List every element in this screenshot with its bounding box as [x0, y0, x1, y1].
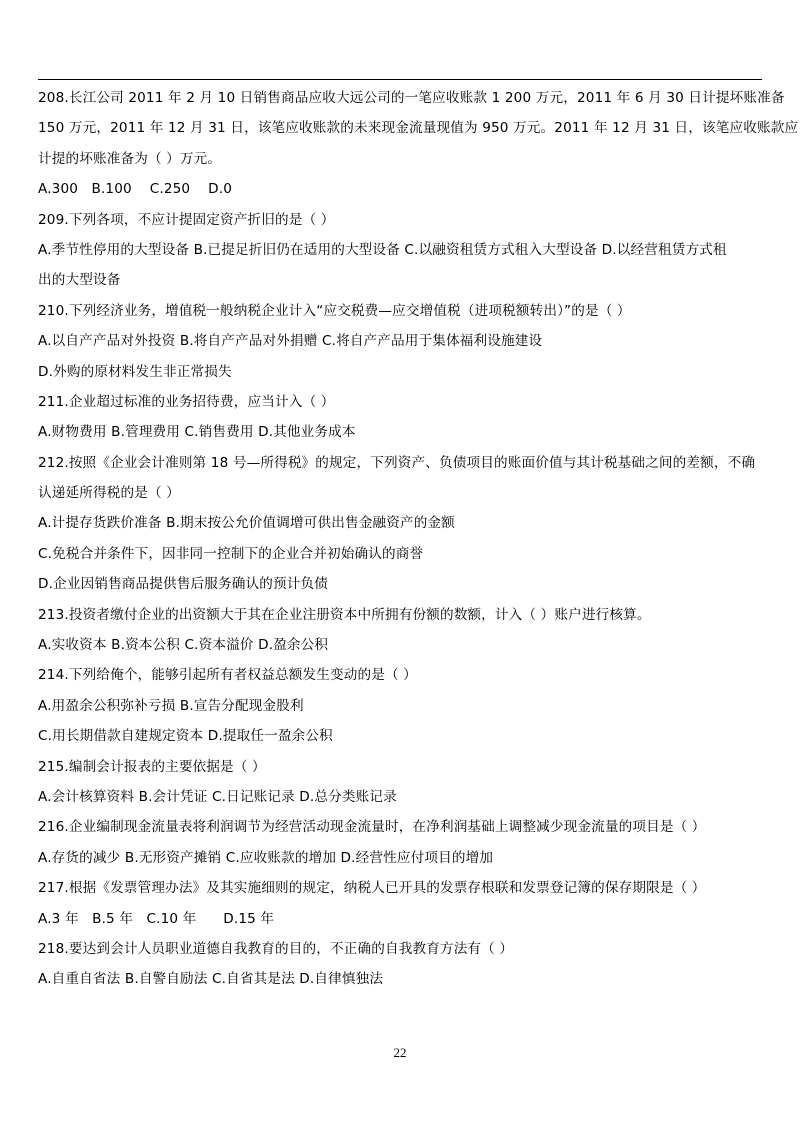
q214-stem: 214.下列给俺个，能够引起所有者权益总额发生变动的是（ ） — [38, 667, 417, 684]
q210-options-line-2: D.外购的原材料发生非正常损失 — [38, 363, 232, 380]
q218-options: A.自重自省法 B.自警自励法 C.自省其是法 D.自律慎独法 — [38, 971, 384, 988]
page-number: 22 — [393, 1045, 407, 1060]
q217-stem: 217.根据《发票管理办法》及其实施细则的规定，纳税人已开具的发票存根联和发票登记簿的保存期限是（ ） — [38, 880, 706, 897]
q216-stem: 216.企业编制现金流量表将利润调节为经营活动现金流量时，在净利润基础上调整减少现金流量的项目是（ ） — [38, 819, 706, 836]
q208-options: A.300 B.100 C.250 D.0 — [38, 181, 232, 198]
q212-options-line-3: D.企业因销售商品提供售后服务确认的预计负债 — [38, 576, 328, 593]
q213-options: A.实收资本 B.资本公积 C.资本溢价 D.盈余公积 — [38, 637, 329, 654]
q209-options-line-1: A.季节性停用的大型设备 B.已提足折旧仍在适用的大型设备 C.以融资租赁方式租入大型设备 D.以经营租赁方式租 — [38, 241, 727, 258]
q212-options-line-1: A.计提存货跌价准备 B.期末按公允价值调增可供出售金融资产的金额 — [38, 515, 455, 532]
q210-stem: 210.下列经济业务，增值税一般纳税企业计入“应交税费—应交增值税（进项税额转出）”的是（ ） — [38, 302, 631, 319]
question-list — [38, 83, 799, 995]
q209-stem: 209.下列各项，不应计提固定资产折旧的是（ ） — [38, 211, 335, 228]
q209-options-line-2: 出的大型设备 — [38, 272, 121, 289]
q214-options-line-1: A.用盈余公积弥补亏损 B.宣告分配现金股利 — [38, 697, 304, 714]
q218-stem: 218.要达到会计人员职业道德自我教育的目的，不正确的自我教育方法有（ ） — [38, 940, 514, 957]
q213-stem: 213.投资者缴付企业的出资额大于其在企业注册资本中所拥有份额的数额，计入（ ）账户进行核算。 — [38, 606, 651, 623]
q216-options: A.存货的减少 B.无形资产摊销 C.应收账款的增加 D.经营性应付项目的增加 — [38, 849, 494, 866]
q210-options-line-1: A.以自产产品对外投资 B.将自产产品对外捐赠 C.将自产产品用于集体福利设施建设 — [38, 333, 543, 350]
q211-options: A.财物费用 B.管理费用 C.销售费用 D.其他业务成本 — [38, 424, 356, 441]
q208-stem-line-2: 150 万元，2011 年 12 月 31 日，该笔应收账款的未来现金流量现值为 950 万元。2011 年 12 月 31 日，该笔应收账款应 — [38, 120, 799, 137]
q208-stem-line-3: 计提的坏账准备为（ ）万元。 — [38, 150, 222, 167]
q215-stem: 215.编制会计报表的主要依据是（ ） — [38, 758, 266, 775]
q211-stem: 211.企业超过标准的业务招待费，应当计入（ ） — [38, 393, 335, 410]
q215-options: A.会计核算资料 B.会计凭证 C.日记账记录 D.总分类账记录 — [38, 788, 397, 805]
q212-stem-line-1: 212.按照《企业会计准则第 18 号—所得税》的规定，下列资产、负债项目的账面价值与其计税基础之间的差额，不确 — [38, 454, 756, 471]
q217-options: A.3 年 B.5 年 C.10 年 D.15 年 — [38, 910, 275, 927]
q208-stem-line-1: 208.长江公司 2011 年 2 月 10 日销售商品应收大远公司的一笔应收账款 1 200 万元，2011 年 6 月 30 日计提坏账准备 — [38, 90, 785, 106]
q212-options-line-2: C.免税合并条件下，因非同一控制下的企业合并初始确认的商誉 — [38, 545, 424, 562]
header-rule — [38, 79, 762, 80]
q214-options-line-2: C.用长期借款自建规定资本 D.提取任一盈余公积 — [38, 728, 333, 745]
q212-stem-line-2: 认递延所得税的是（ ） — [38, 485, 180, 502]
